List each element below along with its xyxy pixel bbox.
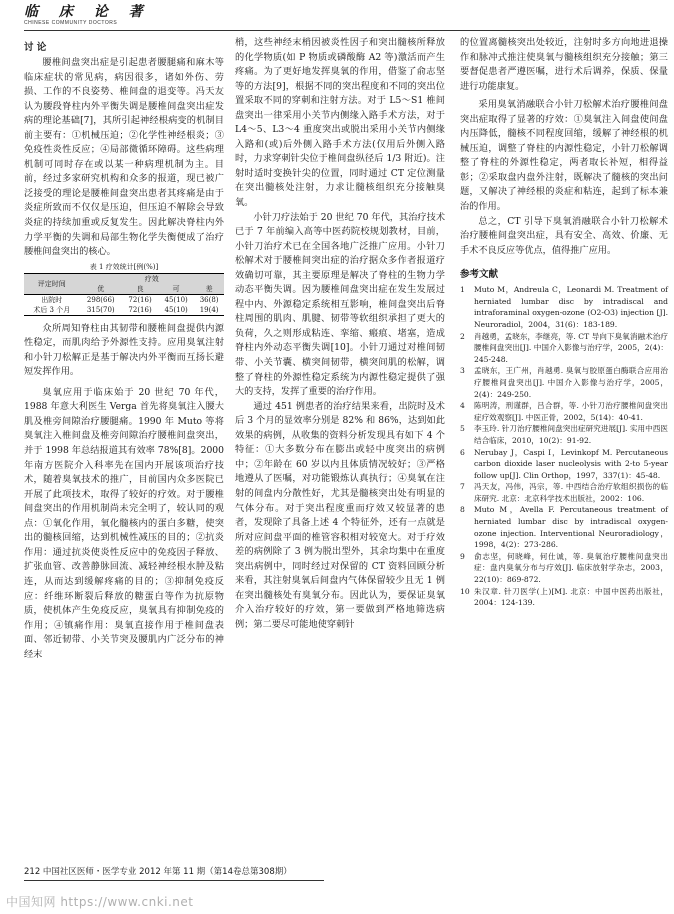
reference-number: 8 <box>460 505 465 515</box>
reference-number: 6 <box>460 447 465 457</box>
column-2 <box>235 36 445 632</box>
reference-number: 4 <box>460 401 465 411</box>
section-heading-discussion: 讨 论 <box>24 42 47 53</box>
efficacy-table <box>24 273 224 316</box>
reference-item <box>460 551 668 586</box>
table-col-header: 差 <box>194 284 224 295</box>
reference-number: 3 <box>460 366 465 376</box>
reference-text: 孟晓东，王广州，肖越勇. 臭氧与胶原蛋白酶联合应用治疗腰椎间盘突出[J]. 中国介入影像与治疗学，2005，2(4)：249-250. <box>474 366 668 399</box>
reference-text: 朱汉章. 针刀医学(上)[M]. 北京：中国中医药出版社，2004：124-139. <box>474 586 668 608</box>
reference-list <box>460 284 668 609</box>
page-footer: 212 中国社区医师・医学专业 2012 年第 11 期（第14卷总第308期） <box>24 867 292 877</box>
column-3 <box>460 36 668 609</box>
table-col-header: 良 <box>122 284 158 295</box>
footer-rule <box>24 880 324 881</box>
table-row-header: 评定时间 <box>24 273 80 294</box>
reference-text: Muto M，Andreula C，Leonardi M. Treatment of herniated lumbar disc by intradiscal and intraforaminal oxygen-ozone (O2-O3) injection [J]. Neuroradiol，2004，31(6)：183-189. <box>474 285 668 329</box>
reference-number: 7 <box>460 482 465 492</box>
reference-text: Muto M，Avella F. Percutaneous treatment of herniated lumbar disc by intradiscal oxygen-ozone injection. Interventional Neuroradiology，1998，4(2)：273-286. <box>474 505 668 550</box>
reference-text: 李玉玲. 针刀治疗腰椎间盘突出症研究进展[J]. 实用中西医结合临床，2010，10(2)：91-92. <box>474 424 668 445</box>
reference-item <box>460 284 668 330</box>
reference-item <box>460 331 668 366</box>
table-caption: 表 1 疗效统计[例(%)] <box>89 262 159 271</box>
reference-item <box>460 481 668 504</box>
table-cell: 72(16) <box>122 294 158 305</box>
table-cell: 72(16) <box>122 305 158 316</box>
journal-name-english: CHINESE COMMUNITY DOCTORS <box>24 20 118 26</box>
table-cell: 315(70) <box>80 305 122 316</box>
table-cell: 19(4) <box>194 305 224 316</box>
table-row <box>24 305 224 316</box>
paragraph: 腰椎间盘突出症是引起患者腰腿痛和麻木等临床症状的常见病，病因很多，诸如外伤、劳损、工作的不良姿势、椎间盘的退变等。冯天友认为腰段脊柱内外平衡失调是腰椎间盘突出症发病的理论基础[7]，其所引起神经根病变的机制目前主要有：①机械压迫；②化学性神经根炎；③免疫性炎性反应；④局部微循环障碍。这些病理机制可同时存在或以某一种病理机制为主。目前，经过多家研究机构和众多的报道，现已被广泛接受的理论是腰椎间盘突出患者其疼痛是由于炎症所致而不仅仅是压迫，但压迫不解除会导致炎症的持续加重或反复发生。因此解决脊柱内外力学平衡的失调和局部生物化学失衡便成了治疗腰椎间盘突出的核心。 <box>24 57 224 258</box>
table-cell: 45(10) <box>158 305 194 316</box>
table-col-header: 优 <box>80 284 122 295</box>
reference-text: Nerubay J，Caspi I，Levinkopf M. Percutaneous carbon dioxide laser nucleolysis with 2-to 5-year follow up[J]. Clin Orthop，1997，337(1)：45-48. <box>474 447 668 480</box>
reference-number: 1 <box>460 285 465 295</box>
reference-item <box>460 504 668 550</box>
table-col-header: 可 <box>158 284 194 295</box>
reference-text: 俞志坚，何晓峰，何仕诚，等. 臭氧治疗腰椎间盘突出症：盘内臭氧分布与疗效[J]. 临床放射学杂志，2003，22(10)：869-872. <box>474 551 668 585</box>
reference-item <box>460 423 668 446</box>
paragraph: 臭氧应用于临床始于 20 世纪 70 年代，1988 年意大利医生 Verga 首先将臭氧注入腰大肌及椎旁间隙治疗腰腿痛。1990 年 Muto 等将臭氧注入椎间盘及椎旁间隙治疗腰椎间盘突出，并于 1998 年总结报道其有效率 78%[8]。2000 年南方医院介入科率先在国内开展该项治疗技术，随着臭氧技术的推广，目前国内众多医院已开展了此项技术，取得了较好的疗效。对于腰椎间盘突出的作用机制尚未完全明了，较认同的观点：①氧化作用，氧化髓核内的蛋白多糖，使突出的髓核回缩，达到机械性减压的目的；②抗炎作用：通过抗炎使炎性反应中的免疫因子释放、扩张血管、改善静脉回流、减轻神经根水肿及粘连，从而达到缓解疼痛的目的；③抑制免疫反应：纤维环断裂后释放的糖蛋白等作为抗原物质，使机体产生免疫反应，臭氧具有抑制免疫的作用；④镇痛作用：臭氧直接作用于椎间盘表面、邻近韧带、小关节突及腰肌内广泛分布的神经末 <box>24 386 224 660</box>
paragraph: 梢，这些神经末梢因被炎性因子和突出髓核所释放的化学物质(如 P 物质或磷酸酶 A2 等)激活而产生疼痛。为了更好地发挥臭氧的作用，借鉴了俞志坚等的方法[9]，根据不同的突出程度和不同的突出位置采取不同的穿刺和注射方法。对于 L5～S1 椎间盘突出一律采用小关节内侧缘入路手术方法，对于 L4～5、L3～4 重度突出或脱出采用小关节内侧缘入路和(或)后外侧入路手术方法(仅用后外侧入路时，力求穿刺针尖位于椎间盘纵径后 1/3 附近)。注射时适时变换针尖的位置，同时通过 CT 定位测量在突出髓核处注射，力求让髓核组织充分接触臭氧。 <box>235 37 445 209</box>
table-cell: 出院时 <box>24 294 80 305</box>
journal-section-title: 临 床 论 著 <box>24 4 151 20</box>
paragraph: 通过 451 例患者的治疗结果来看，出院时及术后 3 个月的显效率分别是 82% 和 86%，达到如此效果的病例，从收集的资料分析发现具有如下 4 个特征：①大多数分布在膨出或轻中度突出的病例中；②年龄在 60 岁以内且体质情况较好；③严格地遵从了医嘱，对功能锻炼认真执行；④臭氧在注射的间盘内分散性好，尤其是髓核突出处有明显的气体分布。对于突出程度重而疗效又较显著的患者，发现除了具备上述 4 个特征外，还有一点就是所对应间盘平面的椎管容积相对较宽大。对于疗效差的病例除了 3 例为脱出型外，其余均集中在重度突出病例中，同时经过对保留的 CT 资料回顾分析来看，其注射臭氧后间盘内气体保留较少且无 1 例在突出髓核处有臭氧分布。因此认为，要保证臭氧介入治疗较好的疗效，第一要做到严格地筛选病例；第二要尽可能地使穿刺针 <box>235 400 445 630</box>
column-1 <box>24 36 224 662</box>
references-heading: 参考文献 <box>460 269 499 281</box>
reference-number: 9 <box>460 551 465 561</box>
table-cell: 术后 3 个月 <box>24 305 80 316</box>
reference-item <box>460 365 668 400</box>
table-cell: 36(8) <box>194 294 224 305</box>
reference-text: 冯天友，冯伟，冯宗，等. 中西结合治疗软组织损伤的临床研究. 北京：北京科学技术出版社，2002：106. <box>474 482 668 503</box>
reference-item <box>460 447 668 482</box>
reference-text: 陈明涛，刑谨群，吕合群，等. 小针刀治疗腰椎间盘突出症疗效观察[J]. 中医正骨，2002，5(14)：40-41. <box>474 401 668 422</box>
paragraph: 小针刀疗法始于 20 世纪 70 年代，其治疗技术已于 7 年前编入高等中医药院校规划教材，目前，小针刀治疗术已在全国各地广泛推广应用。小针刀松解术对于腰椎间突出症的治疗据众多作者报道疗效确切可靠，其主要原理是解决了脊柱的生物力学动态平衡失调。因为腰椎间盘突出症在发生发展过程中内、外源稳定系统相互影响，椎间盘突出后脊柱周围的肌肉、肌腱、韧带等软组织承担了更大的负荷，久之则形成粘连、挛缩、瘢痕、堵塞，造成脊柱内外动态平衡失调[10]。小针刀通过对椎间韧带、小关节囊、横突间韧带，横突间肌的松解，调整了脊柱的外源性稳定系统为内源性稳定提供了强大的支持，发挥了重要的治疗作用。 <box>235 211 445 398</box>
reference-item <box>460 400 668 423</box>
paragraph: 采用臭氧消融联合小针刀松解术治疗腰椎间盘突出症取得了显著的疗效：①臭氧注入间盘使间盘内压降低，髓核不同程度回缩，缓解了神经根的机械压迫，调整了脊柱的内源性稳定，小针刀松解调整了脊柱的外源性稳定，两者取长补短，相得益彰；②采取盘内盘外注射，既解决了髓核的突出问题，又解决了神经根的炎症和粘连，起到了标本兼治的作用。 <box>460 99 668 213</box>
table-cell: 298(66) <box>80 294 122 305</box>
table-group-header: 疗效 <box>80 273 224 284</box>
journal-header <box>24 4 650 27</box>
reference-number: 10 <box>460 586 470 596</box>
reference-number: 5 <box>460 424 465 434</box>
cnki-watermark: 中国知网 https://www.cnki.net <box>6 895 194 909</box>
reference-text: 肖越勇，孟晓东，李继亮，等. CT 导向下臭氧消融术治疗腰椎间盘突出[J]. 中国介入影像与治疗学，2005，2(4)：245-248. <box>474 331 668 364</box>
paragraph: 总之，CT 引导下臭氧消融联合小针刀松解术治疗腰椎间盘突出症，具有安全、高效、价廉、无手术不良反应等优点，值得推广应用。 <box>460 215 668 256</box>
table-row <box>24 294 224 305</box>
reference-number: 2 <box>460 331 465 341</box>
paragraph: 的位置离髓核突出处较近，注射时多方向地进退操作和脉冲式推注使臭氧与髓核组织充分接触；第三要督促患者严遵医嘱，进行术后调养，保质、保量进行功能康复。 <box>460 37 668 92</box>
reference-item <box>460 586 668 609</box>
table-cell: 45(10) <box>158 294 194 305</box>
header-rule <box>24 30 650 31</box>
paragraph: 众所周知脊柱由其韧带和腰椎间盘提供内源性稳定，而肌肉给予外源性支持。应用臭氧注射和小针刀松解正是基于解决内外平衡而互扬长避短发挥作用。 <box>24 322 224 378</box>
